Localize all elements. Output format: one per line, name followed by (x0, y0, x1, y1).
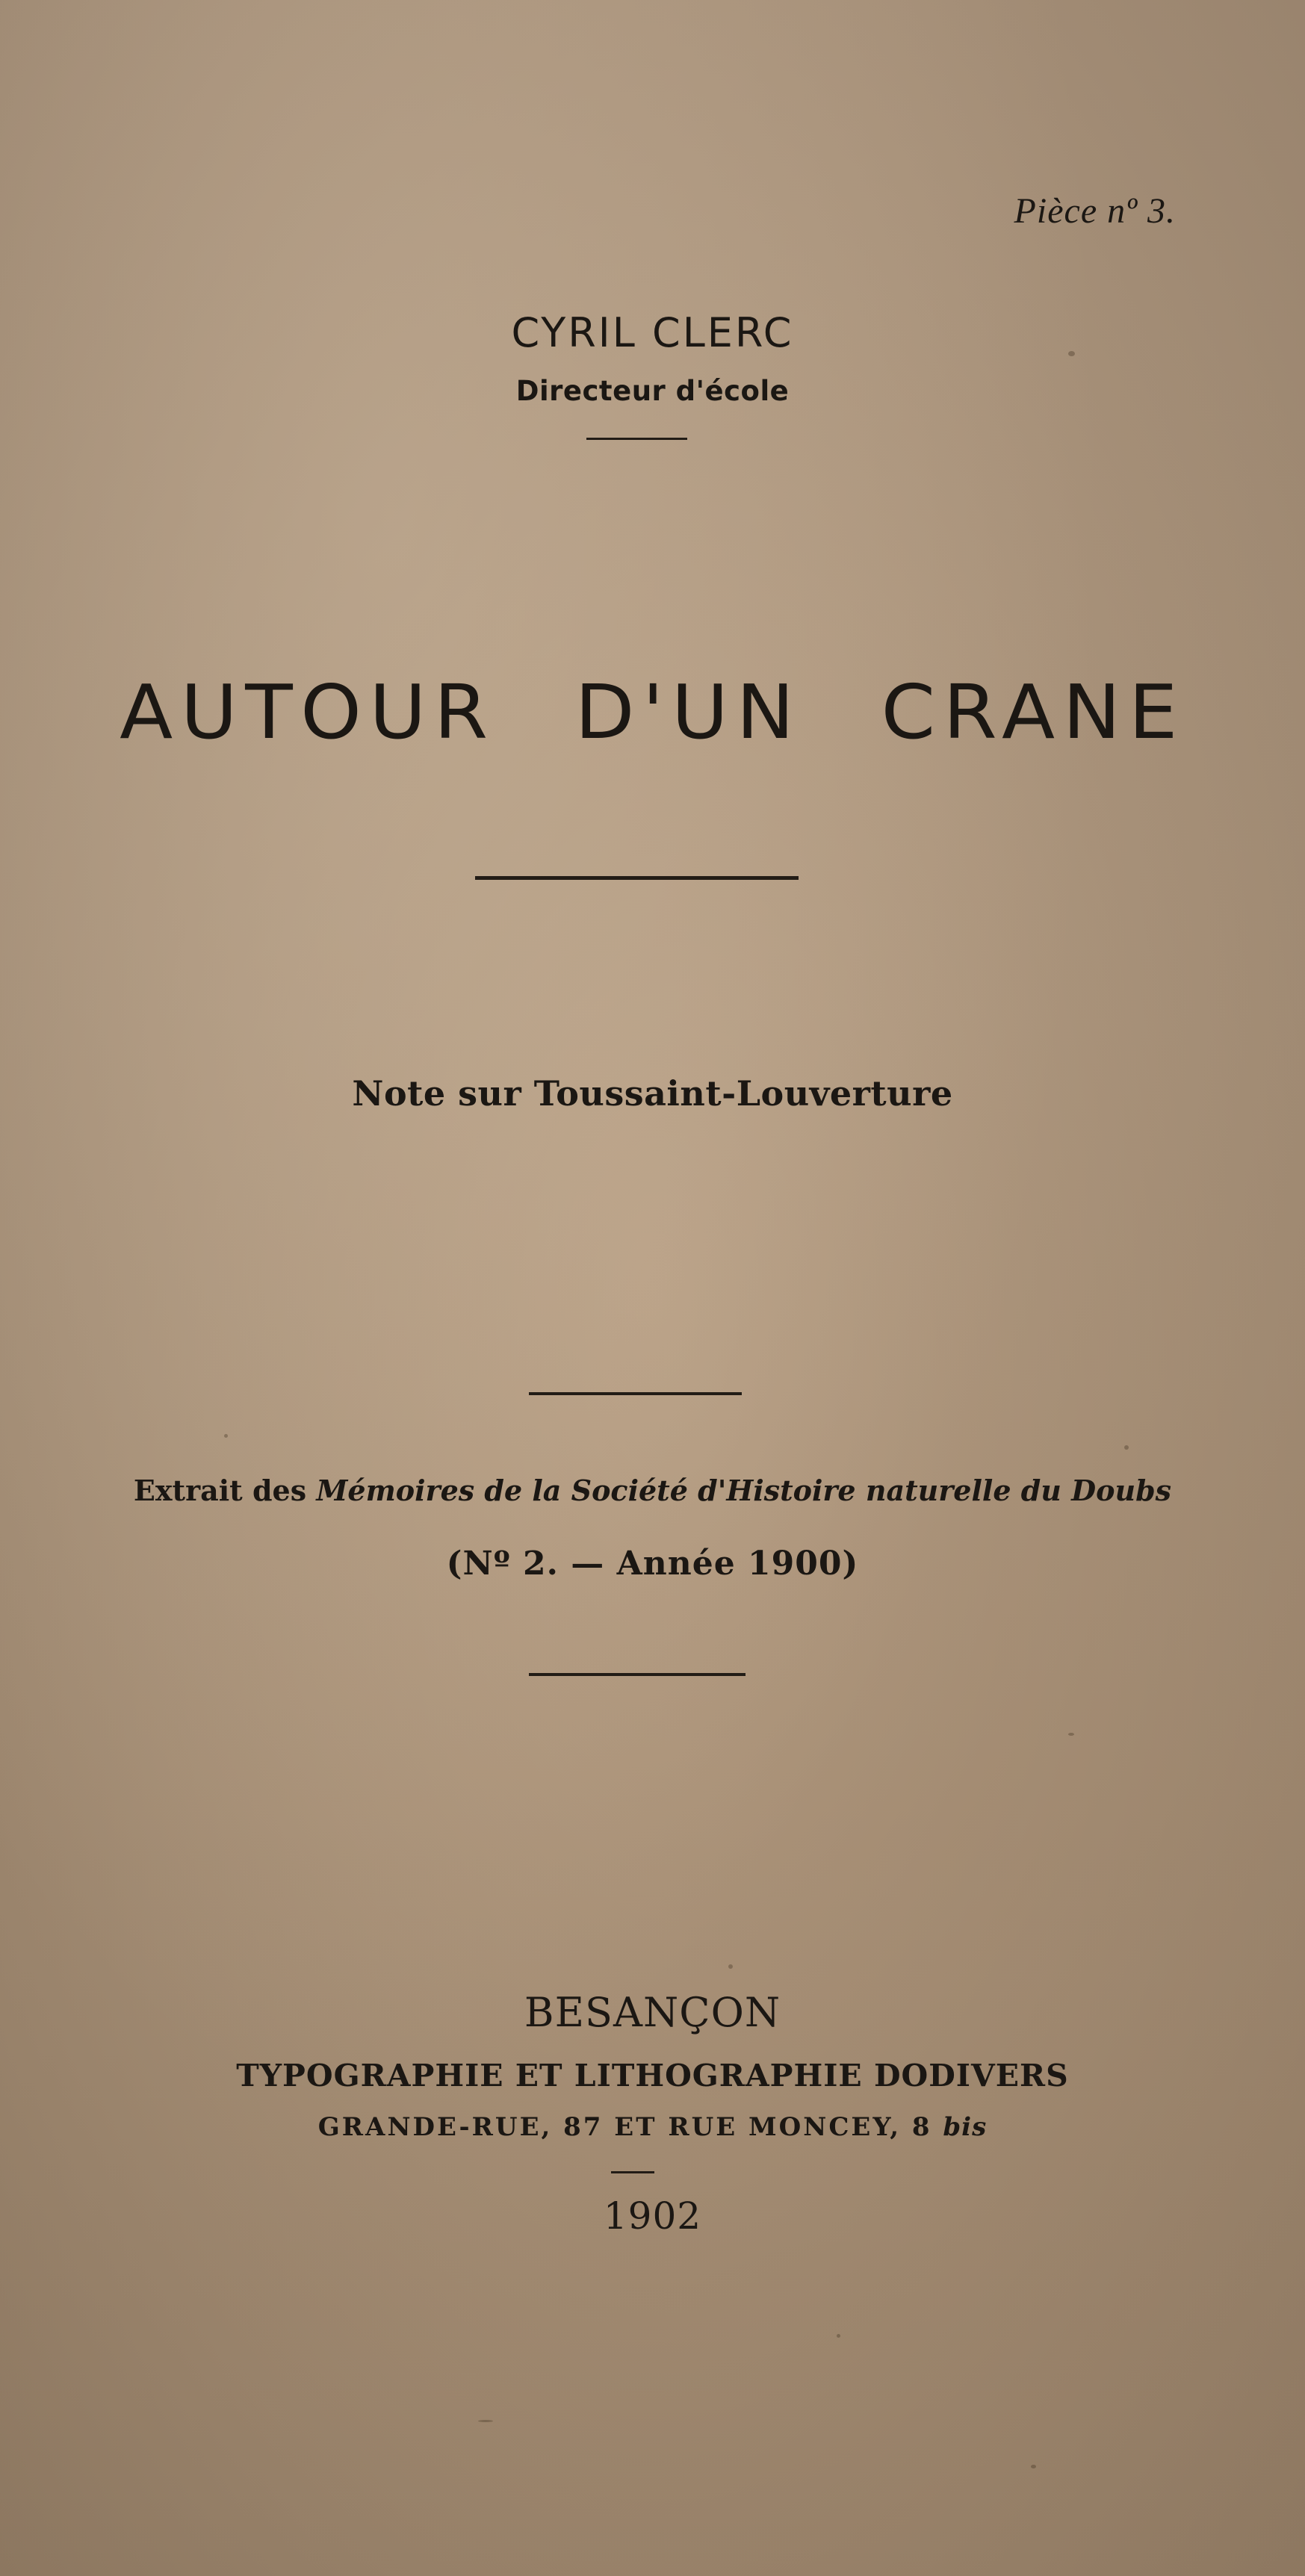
paper-speck (1068, 1733, 1074, 1736)
divider-rule (611, 2171, 654, 2173)
extract-issue: (Nº 2. — Année 1900) (446, 1545, 859, 1583)
imprint-city: BESANÇON (524, 1989, 781, 2036)
author-name: CYRIL CLERC (511, 309, 794, 356)
piece-number-label: Pièce nº 3. (1014, 191, 1176, 231)
extract-source: Mémoires de la Société d'Histoire naturelle du Doubs (316, 1474, 1172, 1507)
divider-rule (475, 876, 799, 880)
imprint-address-text: GRANDE-RUE, 87 ET RUE MONCEY, 8 (317, 2112, 943, 2142)
author-role: Directeur d'école (515, 375, 790, 407)
document-subtitle: Note sur Toussaint-Louverture (352, 1073, 953, 1114)
imprint-year: 1902 (603, 2194, 702, 2238)
extract-prefix: Extrait des (133, 1474, 317, 1507)
imprint-address (0, 2112, 1305, 2142)
divider-rule (586, 438, 687, 440)
imprint-printer: TYPOGRAPHIE ET LITHOGRAPHIE DODIVERS (236, 2058, 1069, 2094)
paper-speck (1031, 2465, 1036, 2468)
paper-speck (837, 2334, 840, 2338)
paper-speck (1124, 1445, 1129, 1450)
paper-speck (478, 2420, 493, 2422)
paper-speck (728, 1964, 733, 1969)
divider-rule (529, 1673, 746, 1676)
imprint-address-suffix: bis (943, 2112, 988, 2142)
divider-rule (529, 1392, 742, 1395)
extract-line (0, 1474, 1305, 1507)
paper-speck (224, 1434, 228, 1438)
document-title: AUTOUR D'UN CRANE (120, 668, 1185, 756)
